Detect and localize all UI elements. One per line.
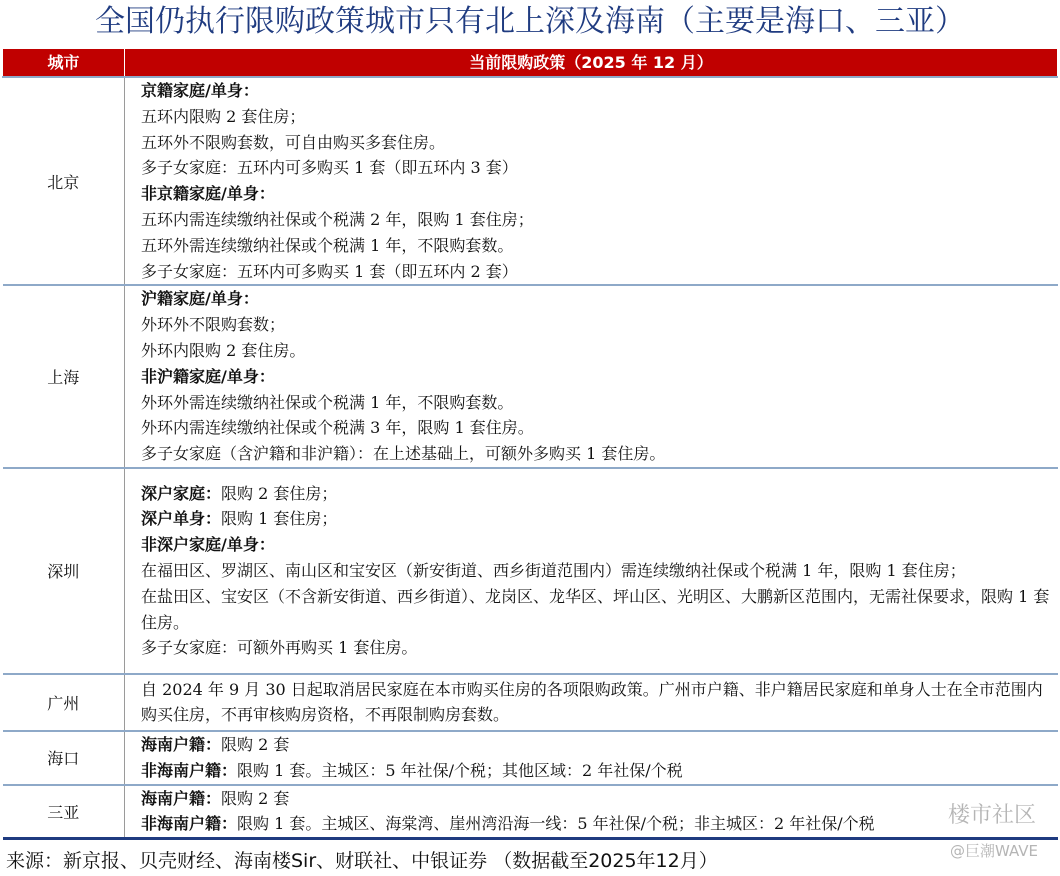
policy-line-heading: 非京籍家庭/单身： bbox=[141, 184, 275, 204]
table-row bbox=[3, 785, 1058, 839]
policy-line-heading: 非沪籍家庭/单身： bbox=[141, 366, 275, 386]
city-cell: 深圳 bbox=[3, 468, 125, 674]
table-row bbox=[3, 285, 1058, 468]
table-row bbox=[3, 731, 1058, 785]
policy-line bbox=[141, 635, 1052, 661]
policy-line bbox=[141, 338, 1052, 364]
policy-line bbox=[141, 390, 1052, 416]
policy-line-text: 五环外不限购套数，可自由购买多套住房。 bbox=[141, 132, 446, 152]
policy-line-heading: 海南户籍： bbox=[141, 734, 222, 754]
policy-line bbox=[141, 558, 1052, 584]
policy-line-heading: 深户单身： bbox=[141, 509, 222, 529]
policy-line-text: 自 2024 年 9 月 30 日起取消居民家庭在本市购买住房的各项限购政策。广州市户籍、非户籍居民家庭和单身人士在全市范围内购买住房，不再审核购房资格，不再限制购房套数。 bbox=[141, 679, 1043, 725]
source-note: 来源：新京报、贝壳财经、海南楼Sir、财联社、中银证券 （数据截至2025年12月） bbox=[6, 850, 718, 872]
policy-line-text: 外环外不限购套数； bbox=[141, 315, 286, 335]
policy-line bbox=[141, 481, 1052, 507]
city-cell: 三亚 bbox=[3, 785, 125, 839]
city-cell: 广州 bbox=[3, 674, 125, 731]
policy-line-text: 在福田区、罗湖区、南山区和宝安区（新安街道、西乡街道范围内）需连续缴纳社保或个税满 1 年，限购 1 套住房； bbox=[141, 561, 966, 581]
policy-line bbox=[141, 415, 1052, 441]
table-row bbox=[3, 468, 1058, 674]
policy-line-heading: 海南户籍： bbox=[141, 788, 222, 808]
policy-line bbox=[141, 286, 1052, 312]
policy-line bbox=[141, 181, 1052, 207]
policy-cell bbox=[125, 674, 1058, 731]
policy-cell bbox=[125, 77, 1058, 285]
header-policy: 当前限购政策（2025 年 12 月） bbox=[125, 49, 1058, 78]
policy-line bbox=[141, 233, 1052, 259]
policy-line bbox=[141, 532, 1052, 558]
watermark-text: 楼市社区 bbox=[947, 803, 1036, 828]
policy-cell bbox=[125, 285, 1058, 468]
policy-line-text: 限购 1 套。主城区、海棠湾、崖州湾沿海一线：5 年社保/个税；非主城区：2 年社保/个税 bbox=[237, 814, 875, 834]
policy-line bbox=[141, 78, 1052, 104]
policy-line-text: 多子女家庭：五环内可多购买 1 套（即五环内 2 套） bbox=[141, 261, 518, 281]
policy-line-text: 五环内需连续缴纳社保或个税满 2 年，限购 1 套住房； bbox=[141, 209, 534, 229]
policy-line bbox=[141, 312, 1052, 338]
table-header-row bbox=[3, 49, 1058, 78]
policy-line-text: 多子女家庭：五环内可多购买 1 套（即五环内 3 套） bbox=[141, 158, 518, 178]
policy-line-text: 外环内限购 2 套住房。 bbox=[141, 340, 306, 360]
policy-cell bbox=[125, 731, 1058, 785]
city-cell: 北京 bbox=[3, 77, 125, 285]
page-title: 全国仍执行限购政策城市只有北上深及海南（主要是海口、三亚） bbox=[95, 4, 965, 39]
policy-line bbox=[141, 130, 1052, 156]
policy-table bbox=[2, 48, 1058, 840]
city-cell: 上海 bbox=[3, 285, 125, 468]
policy-line bbox=[141, 155, 1052, 181]
policy-line-heading: 非海南户籍： bbox=[141, 760, 238, 780]
table-row bbox=[3, 77, 1058, 285]
policy-line bbox=[141, 811, 1052, 837]
policy-line-text: 多子女家庭：可额外再购买 1 套住房。 bbox=[141, 638, 418, 658]
table-body bbox=[3, 77, 1058, 839]
policy-line bbox=[141, 364, 1052, 390]
policy-line-heading: 沪籍家庭/单身： bbox=[141, 289, 259, 309]
policy-line-heading: 非深户家庭/单身： bbox=[141, 535, 275, 555]
table-row bbox=[3, 674, 1058, 731]
policy-line-heading: 非海南户籍： bbox=[141, 814, 238, 834]
policy-line-text: 多子女家庭（含沪籍和非沪籍）：在上述基础上，可额外多购买 1 套住房。 bbox=[141, 444, 666, 464]
policy-line bbox=[141, 677, 1052, 729]
policy-line bbox=[141, 441, 1052, 467]
policy-line bbox=[141, 732, 1052, 758]
policy-line-text: 限购 2 套 bbox=[221, 734, 290, 754]
policy-line bbox=[141, 584, 1052, 636]
policy-line-heading: 深户家庭： bbox=[141, 483, 222, 503]
policy-line-text: 外环内需连续缴纳社保或个税满 3 年，限购 1 套住房。 bbox=[141, 418, 534, 438]
policy-line-text: 在盐田区、宝安区（不含新安街道、西乡街道）、龙岗区、龙华区、坪山区、光明区、大鹏新区范围内，无需社保要求，限购 1 套住房。 bbox=[141, 586, 1050, 632]
policy-line bbox=[141, 259, 1052, 285]
policy-line-text: 限购 2 套 bbox=[221, 788, 290, 808]
policy-line-text: 限购 2 套住房； bbox=[221, 483, 338, 503]
policy-line bbox=[141, 207, 1052, 233]
policy-line bbox=[141, 104, 1052, 130]
policy-cell bbox=[125, 785, 1058, 839]
policy-cell bbox=[125, 468, 1058, 674]
policy-line bbox=[141, 786, 1052, 812]
watermark-credit: @巨潮WAVE bbox=[949, 842, 1038, 860]
policy-line bbox=[141, 506, 1052, 532]
policy-line-text: 限购 1 套。主城区：5 年社保/个税；其他区域：2 年社保/个税 bbox=[237, 760, 683, 780]
policy-line-text: 限购 1 套住房； bbox=[221, 509, 338, 529]
policy-line-heading: 京籍家庭/单身： bbox=[141, 81, 259, 100]
policy-line-text: 五环外需连续缴纳社保或个税满 1 年，不限购套数。 bbox=[141, 235, 514, 255]
city-cell: 海口 bbox=[3, 731, 125, 785]
policy-line-text: 五环内限购 2 套住房； bbox=[141, 106, 306, 126]
policy-line bbox=[141, 758, 1052, 784]
header-city: 城市 bbox=[3, 49, 125, 78]
policy-line-text: 外环外需连续缴纳社保或个税满 1 年，不限购套数。 bbox=[141, 392, 514, 412]
